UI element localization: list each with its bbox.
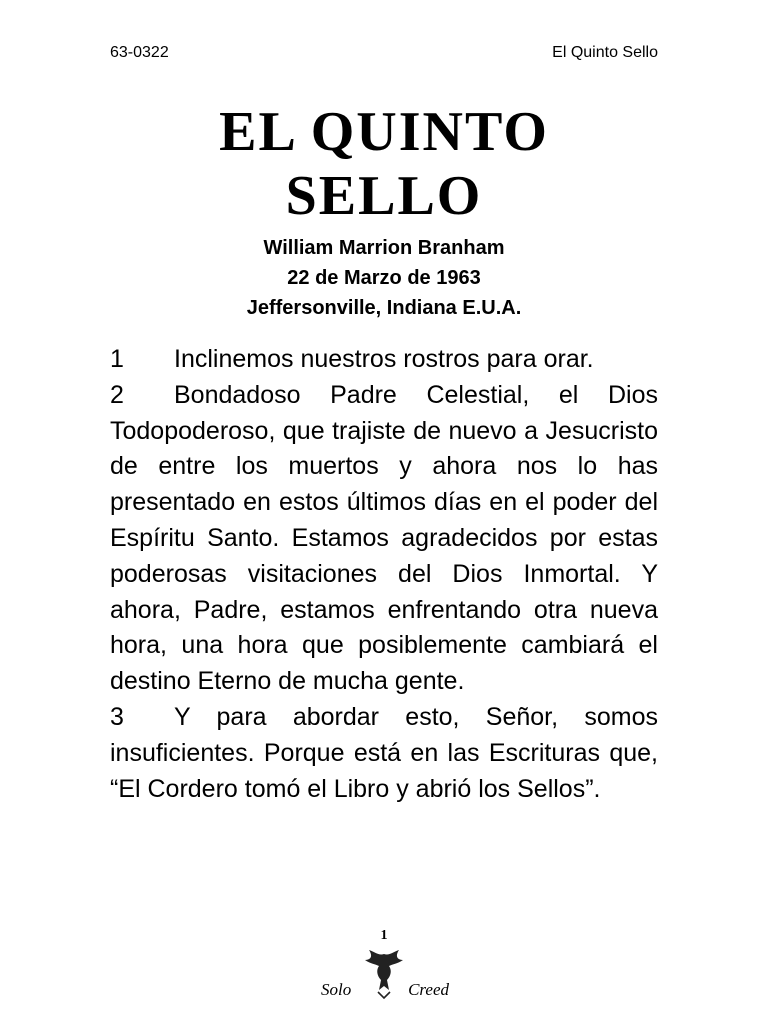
paragraph-number: 2 [110,380,124,409]
author: William Marrion Branham [263,237,505,259]
page-title [0,100,768,228]
paragraph [110,700,658,807]
paragraph-number: 1 [110,345,124,373]
logo-word-right: Creed [408,980,449,999]
solo-creed-logo [319,946,449,1006]
running-header [110,44,658,62]
sermon-code: 63-0322 [110,44,169,61]
sermon-body [110,342,658,807]
page-number: 1 [380,928,388,943]
paragraph-number: 3 [110,702,124,731]
title-line-2: SELLO [285,165,483,227]
eagle-icon [361,946,407,1006]
logo-word-left: Solo [321,980,352,999]
paragraph-text: Y para abordar esto, Señor, somos insuficientes. Porque está en las Escrituras que, “El Cordero tomó el Libro y abrió los Sellos”. [110,702,658,803]
paragraph [110,342,658,378]
paragraph-text: Inclinemos nuestros rostros para orar. [174,345,594,373]
title-line-1: EL QUINTO [219,101,549,163]
sermon-place: Jeffersonville, Indiana E.U.A. [246,297,522,319]
sermon-meta [0,233,768,323]
running-title: El Quinto Sello [552,44,658,61]
page-footer [0,928,768,1011]
sermon-date: 22 de Marzo de 1963 [287,267,481,289]
paragraph-text: Bondadoso Padre Celestial, el Dios Todopoderoso, que trajiste de nuevo a Jesucristo de entre los muertos y ahora nos lo has presentado en estos últimos días en el poder del Espíritu Santo. Estamos agradecidos por estas poderosas visitaciones del Dios Inmortal. Y ahora, Padre, estamos enfrentando otra nueva hora, una hora que posiblemente cambiará el destino Eterno de mucha gente. [110,380,658,696]
paragraph [110,378,658,700]
